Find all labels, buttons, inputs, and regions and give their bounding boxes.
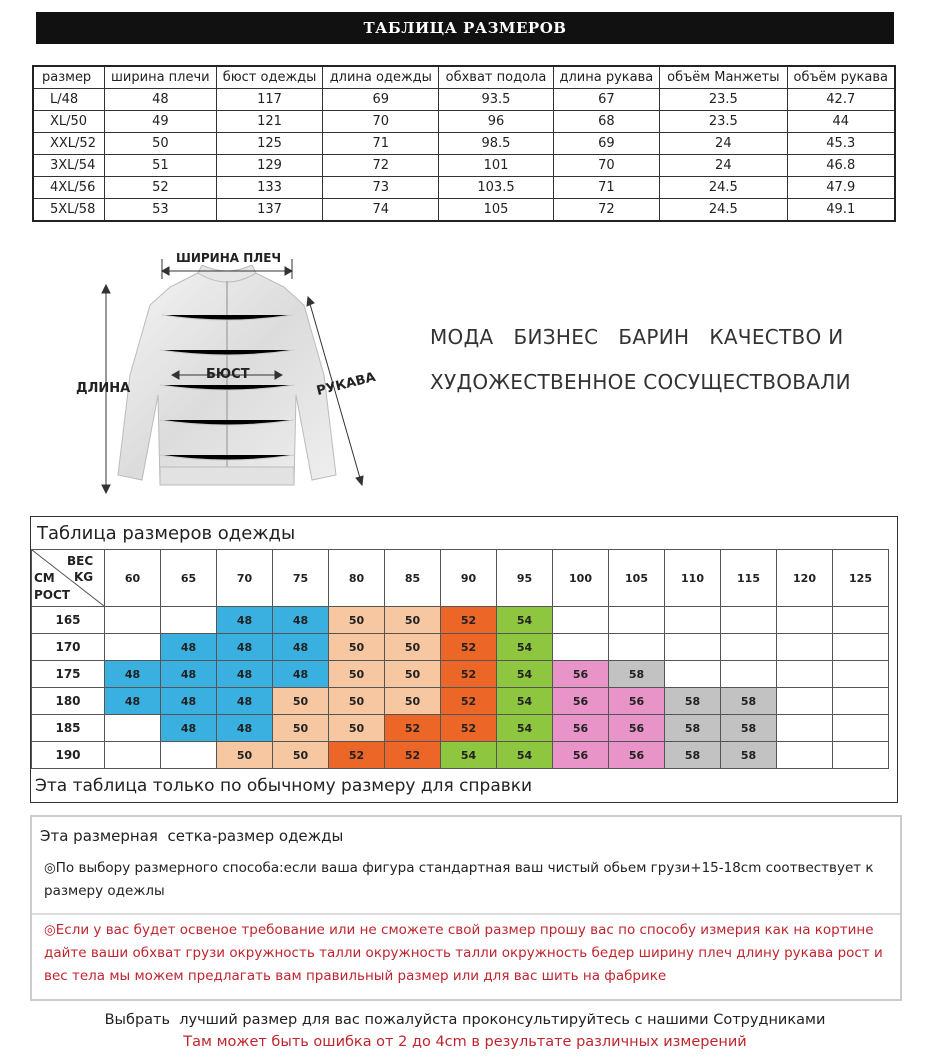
grid-size-cell: 50 <box>385 634 441 661</box>
grid-size-cell: 50 <box>329 661 385 688</box>
footer-error-note: Там может быть ошибка от 2 до 4cm в результате различных измерений <box>183 1034 747 1050</box>
grid-footer: Эта таблица только по обычному размеру для справки <box>35 776 533 796</box>
size-cell: 44 <box>787 111 895 133</box>
grid-size-cell <box>553 634 609 661</box>
size-cell: 24.5 <box>660 199 787 222</box>
size-cell: 49.1 <box>787 199 895 222</box>
size-cell: 69 <box>323 89 439 111</box>
grid-weight-cell: 125 <box>833 550 889 607</box>
size-cell: 23.5 <box>660 111 787 133</box>
grid-weight-cell: 100 <box>553 550 609 607</box>
size-cell: 72 <box>553 199 660 222</box>
size-cell: 137 <box>216 199 322 222</box>
grid-size-cell <box>833 688 889 715</box>
grid-size-cell <box>105 634 161 661</box>
grid-size-cell <box>833 742 889 769</box>
size-cell: 125 <box>216 133 322 155</box>
grid-size-cell: 48 <box>217 715 273 742</box>
grid-size-cell <box>777 661 833 688</box>
grid-size-cell: 54 <box>497 742 553 769</box>
grid-size-cell: 48 <box>217 634 273 661</box>
size-cell: 42.7 <box>787 89 895 111</box>
grid-size-cell: 54 <box>497 688 553 715</box>
grid-size-cell: 48 <box>217 661 273 688</box>
size-cell: 98.5 <box>439 133 553 155</box>
size-row <box>33 89 895 111</box>
label-sleeve: РУКАВА <box>315 369 378 400</box>
grid-size-cell <box>609 607 665 634</box>
grid-size-cell <box>833 634 889 661</box>
size-grid-body <box>32 550 889 769</box>
page-banner <box>36 12 894 44</box>
grid-size-cell: 48 <box>161 661 217 688</box>
size-header-cell: объём рукава <box>787 66 895 89</box>
grid-title: Таблица размеров одежды <box>37 523 296 544</box>
grid-size-cell: 56 <box>609 715 665 742</box>
grid-size-cell: 52 <box>385 715 441 742</box>
size-header-cell: бюст одежды <box>216 66 322 89</box>
size-cell: 68 <box>553 111 660 133</box>
grid-weight-header <box>32 550 889 607</box>
grid-row <box>32 688 889 715</box>
size-cell: 24 <box>660 155 787 177</box>
grid-weight-cell: 60 <box>105 550 161 607</box>
size-header-cell: длина одежды <box>323 66 439 89</box>
grid-corner-cell <box>32 550 104 606</box>
size-cell: 3XL/54 <box>33 155 104 177</box>
grid-size-cell: 58 <box>721 688 777 715</box>
grid-size-cell <box>105 607 161 634</box>
corner-cm: CM <box>34 571 55 585</box>
size-cell: 24.5 <box>660 177 787 199</box>
grid-size-cell <box>161 607 217 634</box>
size-cell: 71 <box>553 177 660 199</box>
grid-size-cell: 50 <box>385 661 441 688</box>
size-cell: 49 <box>104 111 216 133</box>
grid-weight-cell: 65 <box>161 550 217 607</box>
grid-row <box>32 715 889 742</box>
grid-size-cell: 50 <box>273 742 329 769</box>
size-header-cell: объём Манжеты <box>660 66 787 89</box>
size-cell: 46.8 <box>787 155 895 177</box>
label-shoulder: ШИРИНА ПЛЕЧ <box>176 251 282 265</box>
grid-size-cell <box>833 715 889 742</box>
size-cell: 45.3 <box>787 133 895 155</box>
grid-size-cell <box>553 607 609 634</box>
size-grid-table <box>31 549 889 769</box>
grid-size-cell: 50 <box>217 742 273 769</box>
grid-size-cell: 50 <box>273 715 329 742</box>
grid-size-cell <box>777 742 833 769</box>
grid-size-cell: 48 <box>161 715 217 742</box>
grid-size-cell: 58 <box>665 688 721 715</box>
size-row <box>33 199 895 222</box>
grid-size-cell: 56 <box>609 688 665 715</box>
banner-title: ТАБЛИЦА РАЗМЕРОВ <box>363 19 567 37</box>
grid-size-cell: 54 <box>497 634 553 661</box>
grid-size-cell: 52 <box>329 742 385 769</box>
grid-size-cell <box>833 661 889 688</box>
grid-size-cell: 56 <box>553 742 609 769</box>
grid-size-cell <box>721 634 777 661</box>
grid-row <box>32 607 889 634</box>
grid-size-cell: 48 <box>217 688 273 715</box>
grid-size-cell: 56 <box>553 715 609 742</box>
grid-size-cell: 50 <box>385 607 441 634</box>
grid-size-cell: 50 <box>385 688 441 715</box>
size-cell: 70 <box>323 111 439 133</box>
grid-size-cell: 52 <box>441 661 497 688</box>
corner-weight: ВЕС <box>67 554 94 568</box>
size-cell: 67 <box>553 89 660 111</box>
size-cell: 96 <box>439 111 553 133</box>
size-row <box>33 155 895 177</box>
corner-height: РОСТ <box>34 588 70 602</box>
size-cell: 51 <box>104 155 216 177</box>
grid-weight-cell: 75 <box>273 550 329 607</box>
size-cell: 23.5 <box>660 89 787 111</box>
size-cell: 103.5 <box>439 177 553 199</box>
size-cell: 73 <box>323 177 439 199</box>
grid-size-cell: 52 <box>441 634 497 661</box>
grid-size-cell: 54 <box>497 607 553 634</box>
size-cell: 50 <box>104 133 216 155</box>
grid-size-cell <box>665 607 721 634</box>
grid-size-cell: 48 <box>273 607 329 634</box>
size-cell: 133 <box>216 177 322 199</box>
size-cell: 117 <box>216 89 322 111</box>
label-bust: БЮСТ <box>206 367 250 382</box>
grid-size-cell: 54 <box>497 661 553 688</box>
grid-height-cell: 170 <box>32 634 105 661</box>
size-row <box>33 133 895 155</box>
size-cell: 69 <box>553 133 660 155</box>
grid-size-cell: 58 <box>665 715 721 742</box>
grid-size-cell <box>665 634 721 661</box>
grid-row <box>32 661 889 688</box>
size-table <box>32 65 896 222</box>
note-paragraph-1: ◎По выбору размерного способа:если ваша фигура стандартная ваш чистый обьем грузи+15-18cm соотвествует к размеру одежлы <box>44 860 874 899</box>
size-cell: XXL/52 <box>33 133 104 155</box>
size-cell: 70 <box>553 155 660 177</box>
note-divider <box>32 913 900 915</box>
grid-weight-cell: 70 <box>217 550 273 607</box>
grid-size-cell: 52 <box>441 607 497 634</box>
size-cell: 24 <box>660 133 787 155</box>
grid-size-cell <box>665 661 721 688</box>
grid-size-cell: 56 <box>553 661 609 688</box>
grid-size-cell: 50 <box>329 607 385 634</box>
grid-size-cell <box>777 634 833 661</box>
grid-corner <box>32 550 105 607</box>
size-cell: 52 <box>104 177 216 199</box>
size-header-cell: обхват подола <box>439 66 553 89</box>
size-grid <box>30 516 898 803</box>
size-cell: L/48 <box>33 89 104 111</box>
grid-size-cell: 52 <box>441 715 497 742</box>
grid-weight-cell: 95 <box>497 550 553 607</box>
size-cell: 48 <box>104 89 216 111</box>
grid-size-cell <box>161 742 217 769</box>
slogan-line-1: МОДА БИЗНЕС БАРИН КАЧЕСТВО И <box>430 325 844 349</box>
grid-weight-cell: 110 <box>665 550 721 607</box>
grid-size-cell: 48 <box>161 688 217 715</box>
grid-size-cell: 58 <box>721 715 777 742</box>
grid-height-cell: 180 <box>32 688 105 715</box>
grid-size-cell: 50 <box>329 634 385 661</box>
size-cell: 53 <box>104 199 216 222</box>
grid-size-cell: 50 <box>329 715 385 742</box>
label-length: ДЛИНА <box>76 381 131 396</box>
size-cell: 129 <box>216 155 322 177</box>
grid-size-cell <box>105 715 161 742</box>
grid-size-cell: 48 <box>161 634 217 661</box>
size-header-cell: размер <box>33 66 104 89</box>
size-cell: 121 <box>216 111 322 133</box>
grid-weight-cell: 90 <box>441 550 497 607</box>
grid-height-cell: 190 <box>32 742 105 769</box>
size-cell: 5XL/58 <box>33 199 104 222</box>
grid-row <box>32 742 889 769</box>
grid-size-cell: 48 <box>217 607 273 634</box>
size-cell: 72 <box>323 155 439 177</box>
size-table-header <box>33 66 895 89</box>
size-header-cell: ширина плечи <box>104 66 216 89</box>
grid-weight-cell: 120 <box>777 550 833 607</box>
size-row <box>33 111 895 133</box>
grid-size-cell <box>777 715 833 742</box>
grid-size-cell <box>721 661 777 688</box>
grid-size-cell: 48 <box>105 688 161 715</box>
grid-size-cell <box>833 607 889 634</box>
size-cell: XL/50 <box>33 111 104 133</box>
note-paragraph-2: ◎Если у вас будет освеное требование или не сможете свой размер прошу вас по способу измерия как на кортине дайте ваши обхват грузи окружность талли окружность талли окружность бедер ширину плеч длину рукава рост и вес тела мы можем предлагать вам правильный размер или для вас шить на фабрике <box>44 922 883 984</box>
size-row <box>33 177 895 199</box>
grid-size-cell <box>609 634 665 661</box>
grid-size-cell: 56 <box>553 688 609 715</box>
grid-size-cell: 50 <box>329 688 385 715</box>
grid-size-cell: 58 <box>609 661 665 688</box>
grid-size-cell: 48 <box>273 661 329 688</box>
size-cell: 74 <box>323 199 439 222</box>
grid-weight-cell: 80 <box>329 550 385 607</box>
grid-size-cell: 56 <box>609 742 665 769</box>
grid-weight-cell: 115 <box>721 550 777 607</box>
size-table-body <box>33 89 895 222</box>
grid-weight-cell: 105 <box>609 550 665 607</box>
size-header-cell: длина рукава <box>553 66 660 89</box>
size-cell: 101 <box>439 155 553 177</box>
size-cell: 71 <box>323 133 439 155</box>
size-cell: 47.9 <box>787 177 895 199</box>
note-box <box>30 815 902 1001</box>
grid-size-cell: 48 <box>273 634 329 661</box>
grid-size-cell: 58 <box>721 742 777 769</box>
grid-size-cell: 52 <box>441 688 497 715</box>
footer-consult: Выбрать лучший размер для вас пожалуйста проконсультируйтесь с нашими Сотрудниками <box>104 1012 826 1028</box>
size-cell: 105 <box>439 199 553 222</box>
grid-size-cell: 58 <box>665 742 721 769</box>
grid-size-cell <box>777 688 833 715</box>
size-cell: 93.5 <box>439 89 553 111</box>
grid-size-cell: 50 <box>273 688 329 715</box>
grid-size-cell <box>721 607 777 634</box>
grid-size-cell: 48 <box>105 661 161 688</box>
grid-row <box>32 634 889 661</box>
corner-kg: KG <box>74 570 94 584</box>
grid-weight-cell: 85 <box>385 550 441 607</box>
grid-size-cell: 54 <box>441 742 497 769</box>
grid-size-cell <box>105 742 161 769</box>
note-title: Эта размерная сетка-размер одежды <box>40 827 344 845</box>
grid-size-cell: 52 <box>385 742 441 769</box>
slogan-line-2: ХУДОЖЕСТВЕННОЕ СОСУЩЕСТВОВАЛИ <box>430 370 851 394</box>
grid-height-cell: 165 <box>32 607 105 634</box>
grid-size-cell <box>777 607 833 634</box>
grid-height-cell: 175 <box>32 661 105 688</box>
size-cell: 4XL/56 <box>33 177 104 199</box>
grid-height-cell: 185 <box>32 715 105 742</box>
grid-size-cell: 54 <box>497 715 553 742</box>
jacket-figure <box>70 245 380 505</box>
